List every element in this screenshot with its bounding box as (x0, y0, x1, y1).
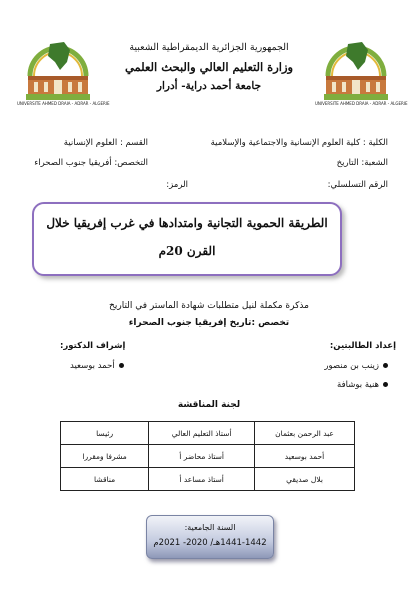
republic-name: الجمهورية الجزائرية الديمقراطية الشعبية (129, 42, 289, 53)
member-rank: أستاذ التعليم العالي (149, 422, 255, 445)
code-field: الرمز: (166, 180, 188, 190)
university-name: جامعة أحمد دراية- أدرار (156, 80, 262, 92)
serial-number-field: الرقم التسلسلي: (327, 180, 388, 190)
student-name-2: هنية بوشافة (337, 380, 388, 390)
students-label: إعداد الطالبتين: (329, 341, 396, 351)
student-name-1: زينب بن منصور (324, 361, 388, 371)
academic-year-box (146, 515, 274, 559)
committee-title: لجنة المناقشة (177, 400, 241, 410)
ministry-name: وزارة التعليم العالي والبحث العلمي (124, 60, 294, 74)
member-name: عبد الرحمن بعثمان (255, 422, 355, 445)
supervisor-label: إشراف الدكتور: (60, 341, 126, 351)
faculty-field: الكلية : كلية العلوم الإنسانية والاجتماعية والإسلامية (210, 138, 388, 148)
thesis-title-line-2: القرن 20م (158, 244, 216, 258)
table-row (61, 468, 355, 491)
academic-year-label: السنة الجامعية: (184, 523, 236, 532)
bullet-icon (383, 363, 388, 368)
logo-caption-left: UNIVERSITE AHMED DRAIA - ADRAR - ALGERIE (17, 101, 110, 106)
supervisor-name: أحمد بوسعيد (70, 361, 124, 371)
member-rank: أستاذ محاضر أ (149, 445, 255, 468)
table-row (61, 445, 355, 468)
member-name: أحمد بوسعيد (255, 445, 355, 468)
member-role: مشرفا ومقررا (61, 445, 149, 468)
bullet-icon (383, 382, 388, 387)
thesis-title-box (32, 202, 342, 276)
committee-table (60, 421, 355, 491)
academic-year-value: 1441-1442هـ/ 2020- 2021م (153, 538, 267, 548)
department-field: القسم : العلوم الإنسانية (63, 138, 148, 148)
logo-caption-right: UNIVERSITE AHMED DRAIA - ADRAR - ALGERIE (315, 101, 408, 106)
branch-field: الشعبة: التاريخ (336, 158, 388, 168)
member-rank: أستاذ مساعد أ (149, 468, 255, 491)
member-role: مناقشا (61, 468, 149, 491)
member-name: بلال صديقي (255, 468, 355, 491)
thesis-description: مذكرة مكملة لنيل متطلبات شهادة الماستر في التاريخ (109, 301, 309, 311)
table-row (61, 422, 355, 445)
member-role: رئيسا (61, 422, 149, 445)
bullet-icon (119, 363, 124, 368)
university-logo-right (318, 32, 394, 104)
thesis-specialty: تخصص :تاريخ إفريقيا جنوب الصحراء (128, 318, 290, 328)
specialty-field: التخصص: أفريقيا جنوب الصحراء (34, 158, 148, 168)
thesis-title-line-1: الطريقة الحموية التجانية وامتدادها في غرب إفريقيا خلال (46, 216, 328, 230)
university-logo-left (20, 32, 96, 104)
